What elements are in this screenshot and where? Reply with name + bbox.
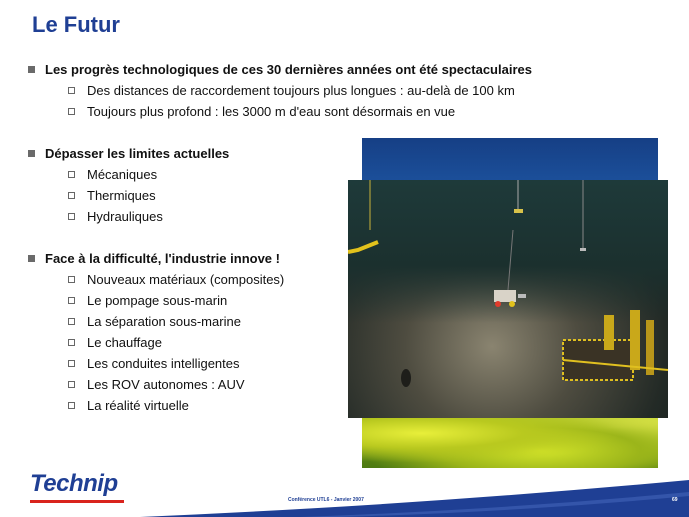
list-item: Le pompage sous-marin <box>68 293 227 308</box>
list-item: Les conduites intelligentes <box>68 356 240 371</box>
box-bullet-icon <box>68 381 75 388</box>
box-bullet-icon <box>68 171 75 178</box>
list-item: Les ROV autonomes : AUV <box>68 377 245 392</box>
box-bullet-icon <box>68 192 75 199</box>
footer-conference: Conférence UTL6 - Janvier 2007 <box>288 497 364 503</box>
box-bullet-icon <box>68 87 75 94</box>
list-item: Thermiques <box>68 188 156 203</box>
list-item: Des distances de raccordement toujours plus longues : au-delà de 100 km <box>68 83 515 98</box>
list-item: Mécaniques <box>68 167 157 182</box>
square-bullet-icon <box>28 150 35 157</box>
box-bullet-icon <box>68 339 75 346</box>
list-item: Hydrauliques <box>68 209 163 224</box>
box-bullet-icon <box>68 318 75 325</box>
box-bullet-icon <box>68 213 75 220</box>
section-heading-innovation: Face à la difficulté, l'industrie innove ! <box>28 251 280 266</box>
terrain-map <box>362 410 658 468</box>
list-item: La séparation sous-marine <box>68 314 241 329</box>
box-bullet-icon <box>68 297 75 304</box>
technip-logo: Technip <box>30 470 118 497</box>
square-bullet-icon <box>28 255 35 262</box>
subsea-equipment-drawing <box>348 180 668 418</box>
list-item: Nouveaux matériaux (composites) <box>68 272 284 287</box>
box-bullet-icon <box>68 402 75 409</box>
section-heading-limits: Dépasser les limites actuelles <box>28 146 229 161</box>
list-item: La réalité virtuelle <box>68 398 189 413</box>
list-item: Le chauffage <box>68 335 162 350</box>
square-bullet-icon <box>28 66 35 73</box>
box-bullet-icon <box>68 276 75 283</box>
slide-title: Le Futur <box>32 12 120 37</box>
logo-underline <box>30 500 124 503</box>
page-number: 69 <box>672 497 678 503</box>
list-item: Toujours plus profond : les 3000 m d'eau sont désormais en vue <box>68 104 455 119</box>
section-heading-progress: Les progrès technologiques de ces 30 dernières années ont été spectaculaires <box>28 62 532 77</box>
box-bullet-icon <box>68 360 75 367</box>
subsea-scene-image <box>348 180 668 418</box>
box-bullet-icon <box>68 108 75 115</box>
